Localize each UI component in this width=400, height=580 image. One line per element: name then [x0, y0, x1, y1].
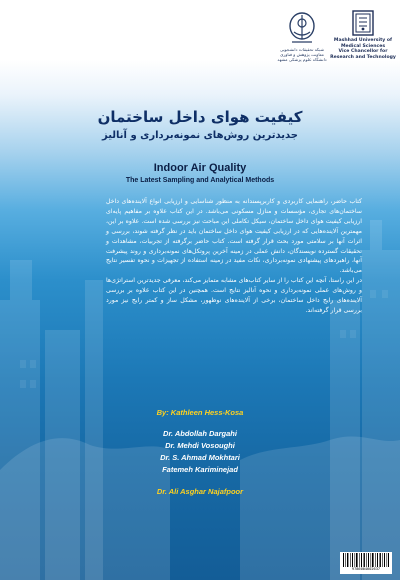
- translator-name: Dr. Abdollah Dargahi: [163, 429, 237, 438]
- research-network-emblem-icon: [288, 12, 316, 46]
- logo-left-line: دانشگاه علوم پزشکی مشهد: [277, 57, 327, 62]
- translator-name: Dr. S. Ahmad Mokhtari: [160, 453, 240, 462]
- persian-subtitle: جدیدترین روش‌های نمونه‌برداری و آنالیز: [101, 130, 298, 141]
- logo-left-line: معاونت پژوهش و فناوری: [280, 52, 324, 57]
- logo-right-line: Research and Technology: [330, 54, 396, 60]
- student-research-network-logo: [272, 12, 332, 62]
- supervisor-name: Dr. Ali Asghar Najafpoor: [156, 487, 244, 496]
- original-author: By: Kathleen Hess-Kosa: [156, 408, 244, 417]
- university-emblem-icon: [352, 10, 374, 36]
- logo-left-line: شبکه تحقیقات دانشجویی: [279, 47, 325, 52]
- research-network-caption: [272, 47, 332, 62]
- translator-name: Dr. Mehdi Vosoughi: [165, 441, 235, 450]
- persian-title: کیفیت هوای داخل ساختمان: [97, 108, 303, 126]
- translator-name: Fatemeh Kariminejad: [162, 465, 238, 474]
- logo-right-line: Mashhad University of: [333, 38, 393, 43]
- translator-list: [0, 428, 400, 476]
- description-paragraph: در این راستا، آنچه این کتاب را از سایر کتاب‌های مشابه متمایز می‌کند، معرفی جدیدترین استراتژی‌ها و روش‌های عملی نمونه‌برداری و نحوه آنالیز نتایج است. همچنین در این کتاب علاوه بر بررسی آلاینده‌های رایج داخل ساختمان، برخی از آلاینده‌های نوظهور، مشکل ساز و کمتر رایج نیز مورد بررسی قرار گرفته‌اند.: [106, 277, 362, 314]
- isbn-number: 9786004602637: [351, 567, 381, 571]
- english-title: Indoor Air Quality: [153, 162, 247, 174]
- description-paragraph: کتاب حاضر، راهنمایی کاربردی و کاربرپسندانه به منظور شناسایی و ارزیابی انواع آلاینده‌های داخل ساختمان‌های تجاری، مؤسسات و منازل مسکونی می‌باشد. در این کتاب علاوه بر مفاهیم پایه‌ای ارزیابی کیفیت هوای داخل ساختمان، سیکل تکاملی این مباحث نیز بررسی شده است. علاوه بر این، مهمترین آلاینده‌هایی که در ارزیابی کیفیت هوای داخل ساختمان باید در نظر گرفته شوند، بررسی و اثرات آنها بر سلامتی مورد بحث قرار گرفته است. کتاب حاضر برگرفته از تجربیات، مشاهدات و تحقیقات گسترده نویسندگان، دانش عملی در زمینه آخرین پروتکل‌های نمونه‌برداری و روند پیشرفت آنها، راهبردهای پیشنهادی نمونه‌برداری، نکات مفید در زمینه استفاده از تجهیزات و نحوه تفسیر نتایج می‌باشد.: [106, 198, 362, 275]
- mashhad-university-logo: [330, 10, 396, 60]
- barcode-bars-icon: [342, 553, 390, 567]
- book-description: [106, 197, 362, 316]
- logo-right-line: Medical Sciences: [340, 43, 386, 49]
- logo-right-line: Vice Chancellor for: [338, 49, 388, 55]
- isbn-barcode: [340, 552, 392, 574]
- university-caption: [330, 38, 396, 60]
- english-subtitle: The Latest Sampling and Analytical Methods: [125, 177, 275, 184]
